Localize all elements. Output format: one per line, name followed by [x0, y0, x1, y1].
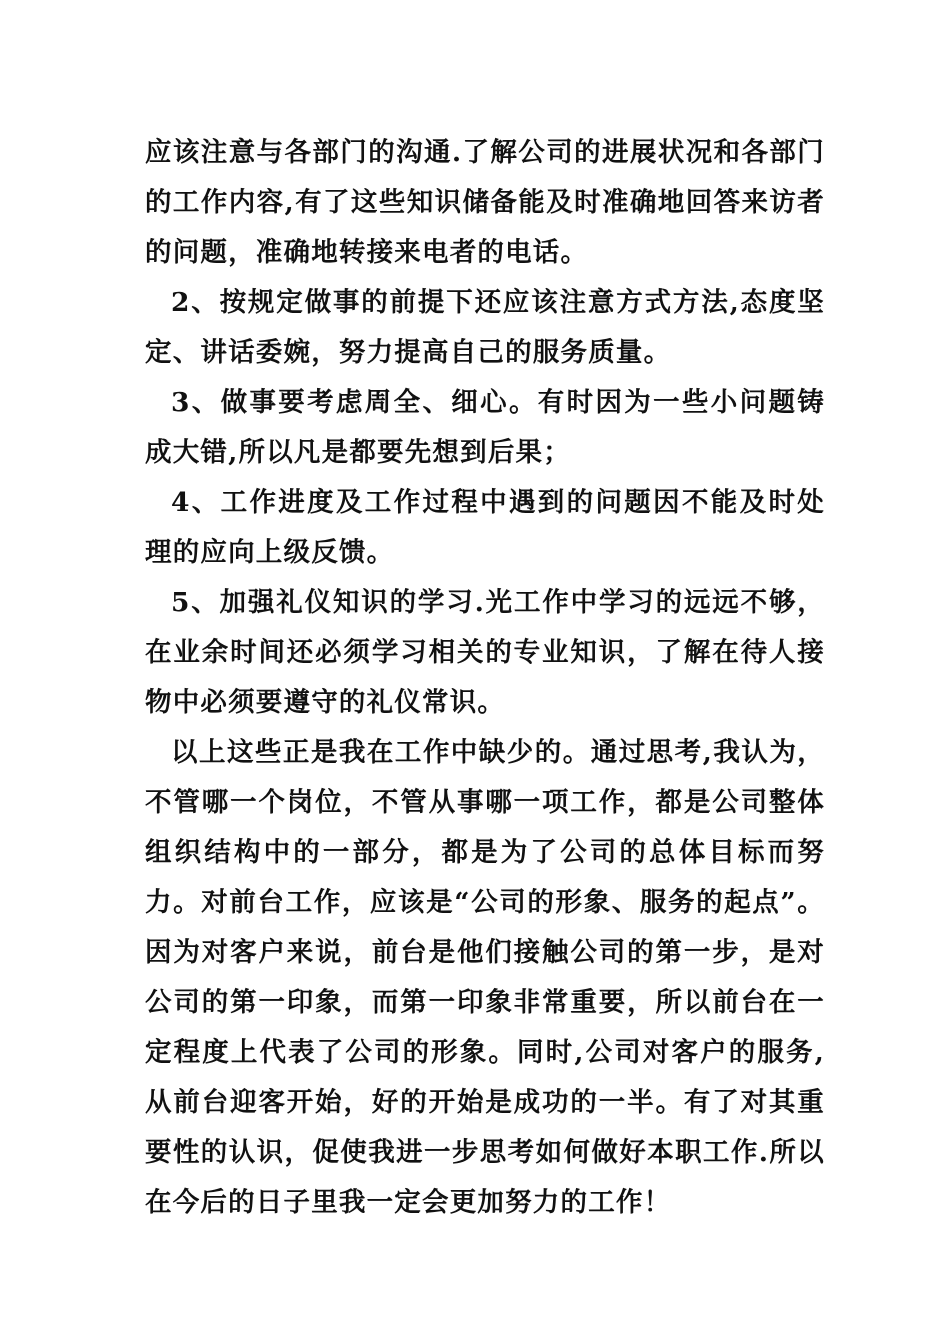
paragraph-conclusion: 以上这些正是我在工作中缺少的。通过思考,我认为，不管哪一个岗位，不管从事哪一项工作，都是公司整体组织结构中的一部分，都是为了公司的总体目标而努力。对前台工作，应该是“公司的形象、服务的起点”。因为对客户来说，前台是他们接触公司的第一步，是对公司的第一印象，而第一印象非常重要，所以前台在一定程度上代表了公司的形象。同时,公司对客户的服务,从前台迎客开始，好的开始是成功的一半。有了对其重要性的认识，促使我进一步思考如何做好本职工作.所以在今后的日子里我一定会更加努力的工作！: [145, 737, 825, 1218]
paragraph-item-2: 2、按规定做事的前提下还应该注意方式方法,态度坚定、讲话委婉，努力提高自己的服务质量。: [145, 287, 825, 368]
paragraph-communication: 应该注意与各部门的沟通.了解公司的进展状况和各部门的工作内容,有了这些知识储备能及时准确地回答来访者的问题，准确地转接来电者的电话。: [145, 137, 825, 268]
document-body: [145, 128, 825, 1228]
paragraph-item-4: 4、工作进度及工作过程中遇到的问题因不能及时处理的应向上级反馈。: [145, 487, 825, 568]
paragraph-item-5: 5、加强礼仪知识的学习.光工作中学习的远远不够，在业余时间还必须学习相关的专业知识，了解在待人接物中必须要遵守的礼仪常识。: [145, 587, 825, 718]
paragraph-item-3: 3、做事要考虑周全、细心。有时因为一些小问题铸成大错,所以凡是都要先想到后果；: [145, 387, 825, 468]
